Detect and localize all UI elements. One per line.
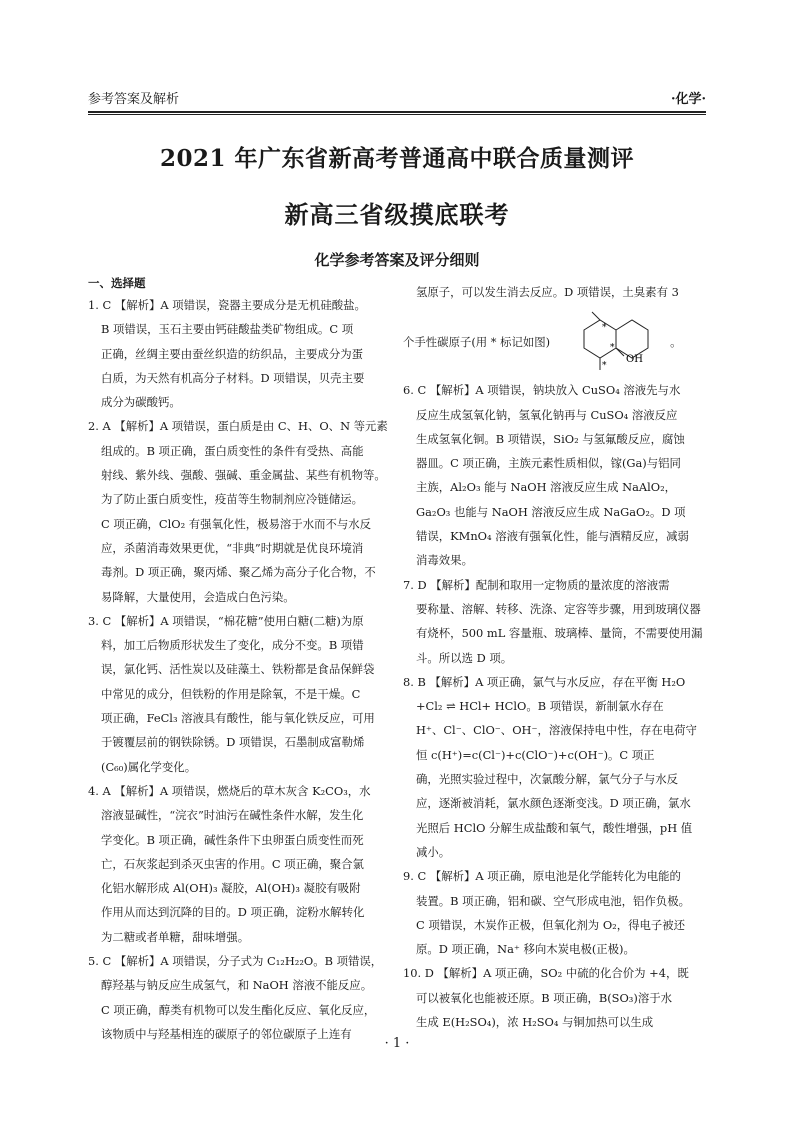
line-text: 易降解，大量使用，会造成白色污染。 [101,589,295,604]
line-text: 溶液显碱性，“浣衣”时油污在碱性条件水解，发生化 [101,808,364,823]
question-number: 10. D [403,966,438,981]
text-line [403,864,709,888]
question-number: 3. C [88,613,115,628]
text-line [403,840,709,864]
text-line [88,342,388,366]
sub-title: 新高三省级摸底联考 [284,200,510,229]
left-column [88,273,388,1046]
line-text: A 项错误，燃烧后的草木灰含 K₂CO₃，水 [159,783,371,798]
structure-caption: 个手性碳原子(用 * 标记如图) [403,335,551,350]
line-text: 成分为碳酸钙。 [101,395,181,410]
analysis-tag: 【解析】 [430,577,476,592]
text-line [88,706,388,730]
line-text: 应，杀菌消毒效果更优，“非典”时期就是优良环境消 [101,540,364,555]
text-line [403,816,709,840]
structure-diagram [550,310,670,374]
question-number: 1. C [88,298,115,312]
analysis-tag: 【解析】 [114,613,161,628]
text-line [403,378,709,402]
text-line [403,1010,709,1034]
line-text: A 项正确，原电池是化学能转化为电能的 [475,869,681,884]
text-line [88,949,388,973]
text-line [403,961,709,985]
right-lines-a [403,280,709,304]
line-text: 装置。B 项正确，铝和碳、空气形成电池，铝作负极。 [416,893,690,908]
line-text: 组成的。B 项正确，蛋白质变性的条件有受热、高能 [101,443,364,458]
line-text: A 项错误，瓷器主要成分是无机硅酸盐。 [160,298,366,312]
text-line [88,293,388,317]
text-line [403,597,709,621]
line-text: 项正确，FeCl₃ 溶液具有酸性，能与氧化铁反应，可用 [101,711,375,726]
text-line [88,925,388,949]
text-line [88,585,388,609]
text-line [88,852,388,876]
line-text: 有烧杯，500 mL 容量瓶、玻璃棒、量筒，不需要使用漏 [416,626,703,641]
text-line [403,694,709,718]
line-text: 正确，丝绸主要由蚕丝织造的纺织品，主要成分为蛋 [101,346,363,361]
question-number: 9. C [403,869,430,884]
methyl-bond-1 [592,312,600,320]
line-text: A 项错误，分子式为 C₁₂H₂₂O。B 项错误， [160,954,383,969]
right-lines-b [403,378,709,1034]
analysis-tag: 【解析】 [114,298,161,312]
chiral-star-3: * [602,361,607,372]
line-text: 配制和取用一定物质的量浓度的溶液需 [475,577,670,592]
text-line [403,573,709,597]
line-text: 光照后 HClO 分解生成盐酸和氧气，酸性增强，pH 值 [416,820,693,835]
text-line [403,280,709,304]
text-line [88,779,388,803]
geosmin-structure [403,310,709,374]
line-text: 射线、紫外线、强酸、强碱、重金属盐、某些有机物等。 [101,468,386,483]
page-header [88,88,706,110]
line-text: +Cl₂ ⇌ HCl+ HClO。B 项错误，新制氯水存在 [416,699,664,714]
question-number: 4. A [88,783,115,798]
question-number: 5. C [88,954,115,969]
text-line [403,621,709,645]
left-lines [88,293,388,1046]
text-line [403,743,709,767]
text-line [88,536,388,560]
line-text: 为了防止蛋白质变性，疫苗等生物制剂应冷链储运。 [101,492,363,507]
text-line [403,913,709,937]
text-line [88,366,388,390]
question-number: 8. B [403,674,430,689]
text-line [88,512,388,536]
chiral-star-1: * [602,323,607,334]
line-text: 确，光照实验过程中，次氯酸分解，氯气分子与水反 [416,772,678,787]
line-text: 毒剂。D 项正确，聚丙烯、聚乙烯为高分子化合物，不 [101,565,376,580]
line-text: 要称量、溶解、转移、洗涤、定容等步骤，用到玻璃仪器 [416,601,701,616]
text-line [403,718,709,742]
text-line [88,633,388,657]
chiral-star-2: * [610,343,615,354]
line-text: 误，氯化钙、活性炭以及硅藻土、铁粉都是食品保鲜袋 [101,662,375,677]
line-text: 该物质中与羟基相连的碳原子的邻位碳原子上连有 [101,1026,352,1041]
analysis-tag: 【解析】 [437,966,484,981]
oh-label: OH [626,354,644,366]
analysis-tag: 【解析】 [114,954,161,969]
line-text: 生成 E(H₂SO₄)，浓 H₂SO₄ 与铜加热可以生成 [416,1015,654,1030]
line-text: 化铝水解形成 Al(OH)₃ 凝胶，Al(OH)₃ 凝胶有吸附 [101,881,361,896]
text-line [403,548,709,572]
text-line [88,560,388,584]
header-rule-thin [88,114,706,115]
section-heading: 一、选择题 [88,276,146,290]
line-text: 可以被氧化也能被还原。B 项正确，B(SO₃)溶于水 [416,990,672,1005]
line-text: 为二糖或者单糖，甜味增强。 [101,929,250,944]
line-text: 于镀覆层前的钢铁除锈。D 项错误，石墨制成富勒烯 [101,735,365,750]
line-text: C 项正确，醇类有机物可以发生酯化反应、氧化反应， [101,1002,376,1017]
text-line [88,414,388,438]
text-line [403,451,709,475]
text-line [88,828,388,852]
text-line [403,937,709,961]
line-text: 醇羟基与钠反应生成氢气，和 NaOH 溶液不能反应。 [101,978,373,993]
line-text: 器皿。C 项正确，主族元素性质相似，镓(Ga)与铝同 [416,456,681,471]
analysis-tag: 【解析】 [114,419,160,434]
line-text: C 项错误，木炭作正极，但氧化剂为 O₂，得电子被还 [416,917,686,932]
structure-period: 。 [670,335,682,350]
line-text: 生成氢氧化铜。B 项错误，SiO₂ 与氢氟酸反应，腐蚀 [416,431,685,446]
analysis-tag: 【解析】 [429,674,476,689]
text-line [403,670,709,694]
text-line [403,475,709,499]
line-text: 应，逐渐被消耗，氯水颜色逐渐变浅。D 项正确，氯水 [416,796,691,811]
text-line [88,390,388,414]
main-title: 2021 年广东省新高考普通高中联合质量测评 [159,145,635,172]
text-line [88,755,388,779]
line-text: H⁺、Cl⁻、ClO⁻、OH⁻，溶液保持电中性，存在电荷守 [416,723,697,738]
line-text: 学变化。B 项正确，碱性条件下虫卵蛋白质变性而死 [101,832,364,847]
question-number: 7. D [403,577,431,592]
line-text: A 项正确，SO₂ 中硫的化合价为 +4，既 [483,966,689,981]
line-text: A 项错误，“棉花糖”使用白糖(二糖)为原 [160,613,364,628]
text-line [403,524,709,548]
text-line [88,317,388,341]
text-line [88,998,388,1022]
line-text: 料，加工后物质形状发生了变化，成分不变。B 项错 [101,638,364,653]
line-text: 白质，为天然有机高分子材料。D 项错误，贝壳主要 [101,370,365,385]
text-line [88,657,388,681]
header-left: 参考答案及解析 [88,92,180,107]
text-line [403,403,709,427]
text-line [88,803,388,827]
text-line [88,876,388,900]
analysis-tag: 【解析】 [114,783,160,798]
line-text: 氢原子，可以发生消去反应。D 项错误，土臭素有 3 [416,285,679,299]
line-text: 恒 c(H⁺)=c(Cl⁻)+c(ClO⁻)+c(OH⁻)。C 项正 [416,747,655,762]
analysis-tag: 【解析】 [429,383,476,398]
line-text: 作用从而达到沉降的目的。D 项正确，淀粉水解转化 [101,905,365,920]
question-number: 6. C [403,383,430,398]
line-text: 主族，Al₂O₃ 能与 NaOH 溶液反应生成 NaAlO₂， [416,480,677,495]
line-text: A 项错误，钠块放入 CuSO₄ 溶液先与水 [475,383,681,398]
line-text: C 项正确，ClO₂ 有强氧化性，极易溶于水而不与水反 [101,516,372,531]
line-text: A 项错误，蛋白质是由 C、H、O、N 等元素 [159,419,388,434]
line-text: Ga₂O₃ 也能与 NaOH 溶液反应生成 NaGaO₂。D 项 [416,504,686,519]
line-text: A 项正确，氯气与水反应，存在平衡 H₂O [475,674,686,689]
text-line [403,791,709,815]
text-line [403,427,709,451]
text-line [403,889,709,913]
text-line [88,609,388,633]
text-line [88,463,388,487]
analysis-tag: 【解析】 [429,869,476,884]
header-rule [88,111,706,113]
text-line [88,730,388,754]
text-line [88,900,388,924]
text-line [88,487,388,511]
right-column [403,280,709,1034]
text-line [403,767,709,791]
line-text: (C₆₀)属化学变化。 [101,759,197,774]
text-line [403,646,709,670]
line-text: 错误，KMnO₄ 溶液有强氧化性，能与酒精反应，减弱 [416,529,689,544]
text-line [403,986,709,1010]
line-text: 反应生成氢氧化钠，氢氧化钠再与 CuSO₄ 溶液反应 [416,407,678,422]
header-subject: ·化学· [670,92,706,107]
line-text: 原。D 项正确，Na⁺ 移向木炭电极(正极)。 [416,942,635,957]
line-text: 减小。 [416,844,451,859]
page-number: · 1 · [384,1036,410,1051]
text-line [88,973,388,997]
line-text: 亡，石灰浆起到杀灭虫害的作用。C 项正确，聚合氯 [101,856,364,871]
text-line [403,500,709,524]
line-text: 中常见的成分，但铁粉的作用是除氧，不是干燥。C [101,686,361,701]
text-line [88,682,388,706]
line-text: B 项错误，玉石主要由钙硅酸盐类矿物组成。C 项 [101,322,354,337]
line-text: 斗。所以选 D 项。 [416,650,513,665]
line-text: 消毒效果。 [416,553,473,568]
text-line [88,439,388,463]
section-title: 化学参考答案及评分细则 [314,251,480,269]
question-number: 2. A [88,419,115,434]
